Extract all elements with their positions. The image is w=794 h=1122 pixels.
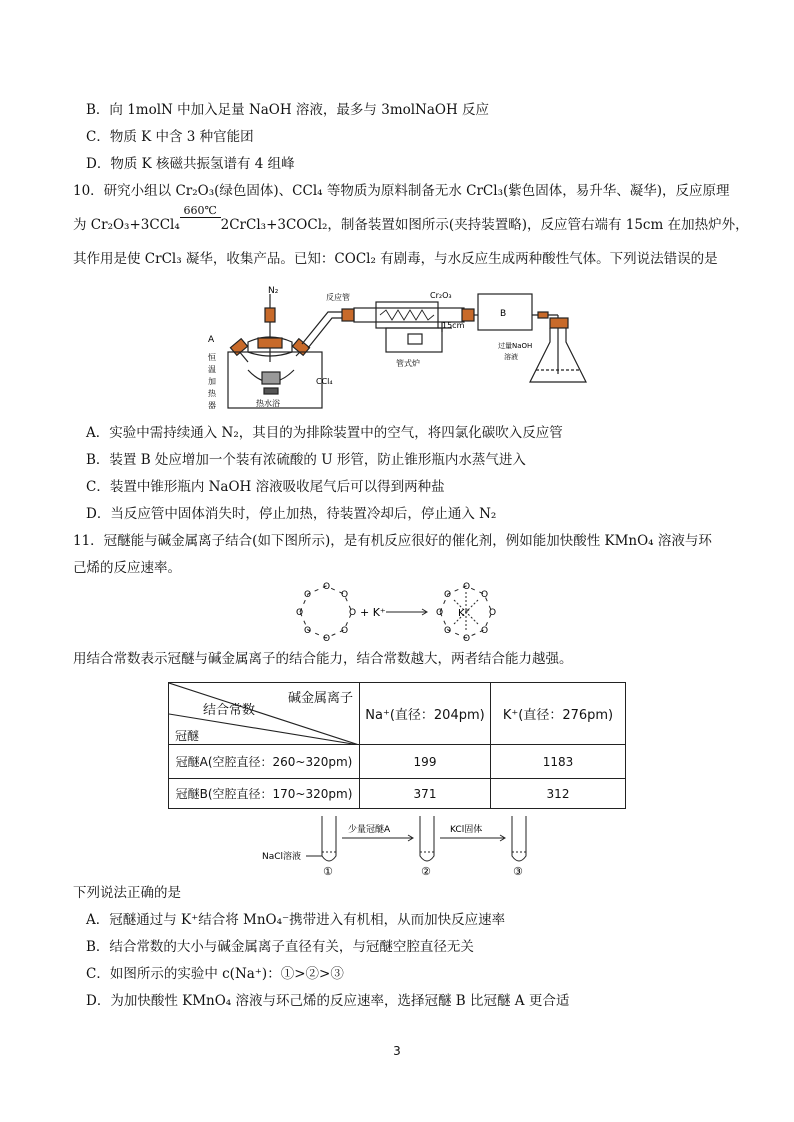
q11-option-b: B．结合常数的大小与碱金属离子直径有关，与冠醚空腔直径无关	[86, 939, 474, 955]
crown1-o6: O	[341, 626, 349, 636]
label-furnace: 管式炉	[396, 359, 420, 368]
label-cr2o3: Cr₂O₃	[430, 291, 452, 300]
q11-stem-line2: 己烯的反应速率。	[73, 560, 181, 576]
label-a: A	[208, 335, 215, 345]
crown1-o7: O	[323, 634, 331, 644]
crown1-o4: O	[341, 590, 349, 600]
label-side-2: 温	[208, 365, 216, 374]
q11-option-d: D．为加快酸性 KMnO₄ 溶液与环己烯的反应速率，选择冠醚 B 比冠醚 A 更合适	[86, 993, 570, 1009]
label-side-4: 热	[208, 389, 216, 398]
k-center: K⁺	[458, 608, 470, 619]
col-na: Na⁺(直径：204pm)	[360, 683, 491, 745]
label-crown-a: 少量冠醚A	[348, 825, 391, 835]
crown2-o3: O	[463, 582, 471, 592]
header-crown-ether: 冠醚	[175, 729, 200, 743]
header-binding-constant: 结合常数	[203, 703, 256, 718]
q11-option-a: A．冠醚通过与 K⁺结合将 MnO₄⁻携带进入有机相，从而加快反应速率	[86, 912, 506, 928]
tube-3: ③	[513, 865, 523, 878]
crown2-o5: O	[489, 608, 497, 618]
q10-option-d: D．当反应管中固体消失时，停止加热，待装置冷却后，停止通入 N₂	[86, 506, 497, 522]
page-number: 3	[393, 1044, 401, 1058]
q9-option-d: D．物质 K 核磁共振氢谱有 4 组峰	[86, 156, 295, 172]
table-diagonal-header	[169, 683, 360, 745]
row-b-k: 312	[491, 779, 626, 809]
crown2-o6: O	[481, 626, 489, 636]
plus-k: + K⁺	[360, 606, 386, 619]
q10-equation-right: 2CrCl₃+3COCl₂，制备装置如图所示(夹持装置略)，反应管右端有 15cm 在加热炉外，	[220, 217, 749, 233]
label-side-5: 器	[208, 401, 216, 410]
tube-2: ②	[421, 865, 431, 878]
test-tube-figure	[262, 812, 538, 878]
crown2-o7: O	[463, 634, 471, 644]
crown1-o8: O	[304, 626, 312, 636]
crown1-o3: O	[323, 582, 331, 592]
label-15cm: 15cm	[442, 321, 465, 330]
crown2-o2: O	[444, 590, 452, 600]
col-k: K⁺(直径：276pm)	[491, 683, 626, 745]
header-alkali-ion: 碱金属离子	[287, 691, 353, 706]
label-kcl: KCl固体	[450, 825, 483, 835]
label-ccl4: CCl₄	[316, 377, 333, 386]
crown1-o1: O	[296, 608, 304, 618]
crown1-o5: O	[349, 608, 357, 618]
q10-option-b: B．装置 B 处应增加一个装有浓硫酸的 U 形管，防止锥形瓶内水蒸气进入	[86, 452, 526, 468]
q10-stem-line2	[73, 204, 749, 234]
q9-option-c: C．物质 K 中含 3 种官能团	[86, 129, 254, 145]
tube-1: ①	[323, 865, 333, 878]
label-reaction-tube: 反应管	[326, 293, 350, 302]
label-n2: N₂	[268, 286, 279, 296]
apparatus-figure	[198, 282, 598, 412]
q11-stem-line3: 用结合常数表示冠醚与碱金属离子的结合能力，结合常数越大，两者结合能力越强。	[73, 651, 573, 667]
label-bath: 热水浴	[256, 399, 280, 408]
crown2-o1: O	[436, 608, 444, 618]
binding-constant-table	[168, 682, 626, 809]
q9-option-b: B．向 1molN 中加入足量 NaOH 溶液，最多与 3molNaOH 反应	[86, 102, 490, 118]
row-b-na: 371	[360, 779, 491, 809]
label-side-1: 恒	[208, 353, 216, 362]
row-b-name: 冠醚B(空腔直径：170~320pm)	[169, 779, 360, 809]
label-side-3: 加	[208, 377, 216, 386]
crown2-o8: O	[444, 626, 452, 636]
row-a-k: 1183	[491, 745, 626, 779]
reaction-condition: 660℃	[180, 216, 221, 234]
q10-stem-line3: 其作用是使 CrCl₃ 凝华，收集产品。已知：COCl₂ 有剧毒，与水反应生成两种酸性气体。下列说法错误的是	[73, 251, 718, 267]
crown2-o4: O	[481, 590, 489, 600]
q10-equation-left: 为 Cr₂O₃+3CCl₄	[73, 217, 180, 233]
q11-question: 下列说法正确的是	[73, 885, 181, 901]
label-b: B	[500, 309, 507, 319]
q10-option-a: A．实验中需持续通入 N₂，其目的为排除装置中的空气，将四氯化碳吹入反应管	[86, 425, 563, 441]
row-a-name: 冠醚A(空腔直径：260~320pm)	[169, 745, 360, 779]
q10-stem-line1: 10．研究小组以 Cr₂O₃(绿色固体)、CCl₄ 等物质为原料制备无水 CrCl₃(紫色固体，易升华、凝华)，反应原理	[73, 183, 730, 199]
crown1-o2: O	[304, 590, 312, 600]
row-a-na: 199	[360, 745, 491, 779]
q10-option-c: C．装置中锥形瓶内 NaOH 溶液吸收尾气后可以得到两种盐	[86, 479, 445, 495]
q11-option-c: C．如图所示的实验中 c(Na⁺)：①>②>③	[86, 966, 344, 982]
label-naoh-1: 过量NaOH	[498, 342, 533, 350]
label-naoh-2: 溶液	[504, 353, 518, 361]
q11-stem-line1: 11．冠醚能与碱金属离子结合(如下图所示)，是有机反应很好的催化剂，例如能加快酸性 KMnO₄ 溶液与环	[73, 533, 712, 549]
crown-ether-figure	[290, 580, 510, 644]
label-nacl: NaCl溶液	[262, 852, 302, 862]
